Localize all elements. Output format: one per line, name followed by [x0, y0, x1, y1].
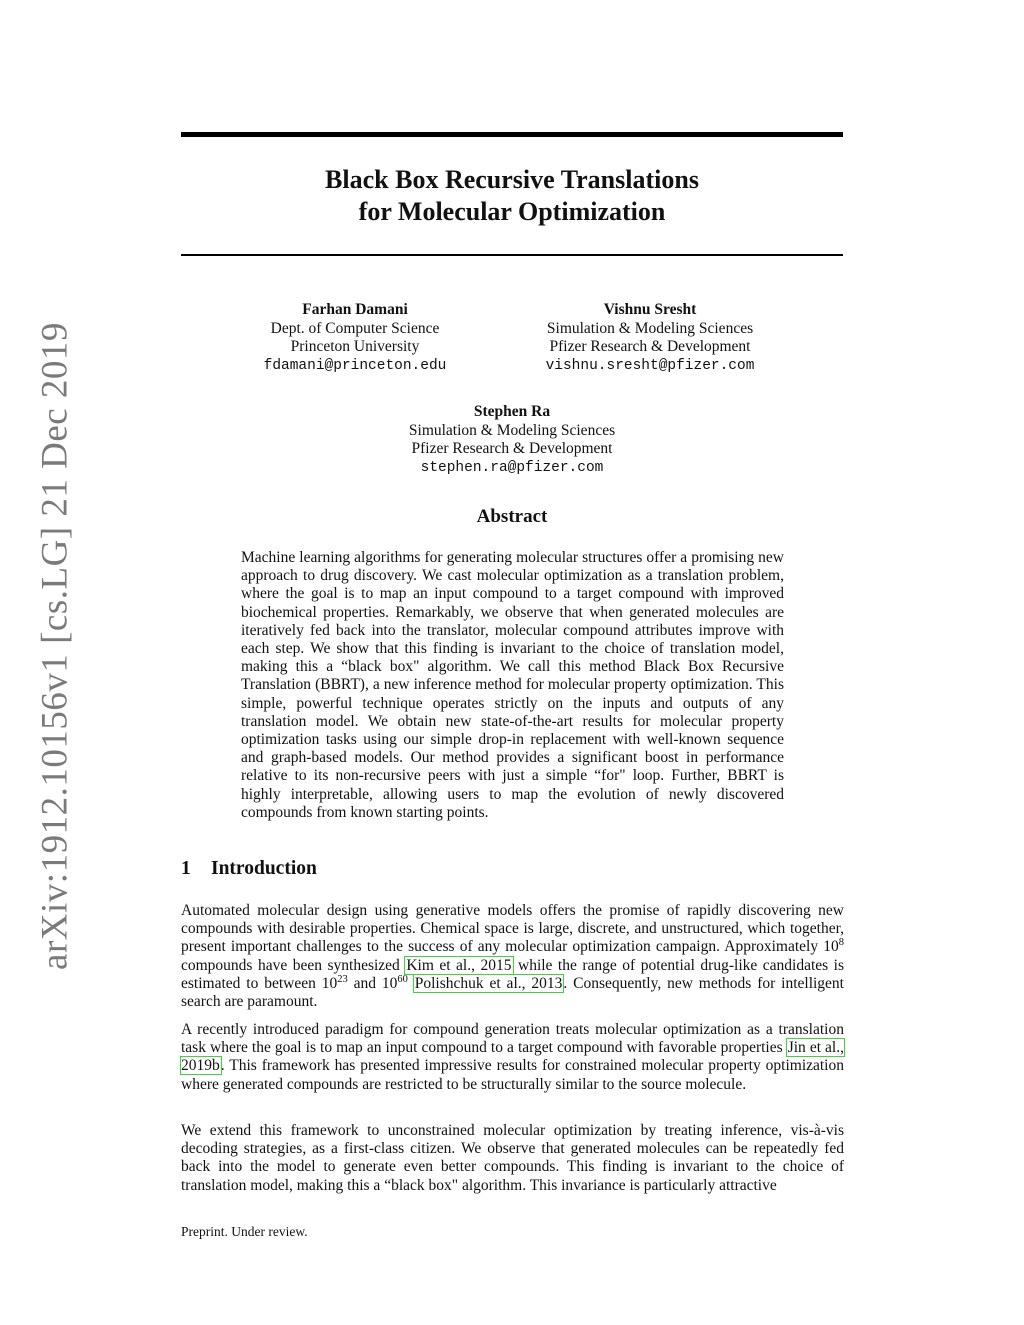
author-affiliation: Simulation & Modeling Sciences — [408, 421, 616, 439]
section-title: Introduction — [211, 858, 317, 879]
citation-link-jin-2019b[interactable]: Jin et al., 2019b — [181, 1039, 844, 1075]
text-run: . This framework has presented impressive results for constrained molecular property optimization where generated compounds are restricted to be structurally similar to the source molecule. — [181, 1057, 844, 1093]
text-run: compounds have been synthesized — [181, 956, 406, 974]
title-bottom-rule — [181, 254, 843, 256]
citation-link-polishchuk-2013[interactable]: Polishchuk et al., 2013 — [414, 974, 563, 992]
author-name: Vishnu Sresht — [603, 301, 697, 318]
intro-paragraph-1 — [181, 902, 844, 1011]
paper-title — [181, 164, 843, 228]
superscript: 60 — [397, 973, 408, 985]
text-run: . Consequently, new methods for intelligent search are paramount. — [181, 974, 844, 1011]
author-email: vishnu.sresht@pfizer.com — [545, 357, 755, 374]
citation-year: 2015 — [480, 956, 512, 974]
text-run: Automated molecular design using generative models offers the promise of rapidly discovering new compounds with desirable properties. Chemical space is large, discrete, and unstructured, which together, present important challenges to the success of any molecular optimization campaign. Approximately 10 — [181, 902, 844, 956]
author-block-1 — [205, 301, 505, 375]
author-block-2 — [500, 301, 800, 375]
intro-paragraph-2 — [181, 1021, 844, 1094]
title-line-2: for Molecular Optimization — [358, 197, 666, 226]
author-block-3 — [362, 403, 662, 477]
title-line-1: Black Box Recursive Translations — [325, 165, 699, 194]
citation-author: Kim et al. — [406, 956, 472, 974]
citation-link-kim-2015[interactable]: Kim et al., 2015 — [406, 956, 512, 974]
citation-year: 2019b — [181, 1057, 220, 1075]
text-run: A recently introduced paradigm for compound generation treats molecular optimization as a translation task where the goal is to map an input compound to a target compound with favorable properties — [181, 1021, 844, 1057]
text-run — [408, 975, 414, 992]
text-run: while the range of potential drug-like candidates is estimated to between 10 — [181, 956, 844, 992]
citation-author: Polishchuk et al. — [414, 974, 522, 992]
superscript: 8 — [838, 937, 844, 949]
text-run: We extend this framework to unconstrained molecular optimization by treating inference, vis-à-vis decoding strategies, as a first-class citizen. We observe that generated molecules can be repeatedly fed back into the model to generate even better compounds. This finding is invariant to the choice of translation model, making this a “black box" algorithm. This invariance is particularly attractive — [181, 1122, 844, 1194]
author-affiliation: Princeton University — [290, 338, 420, 355]
author-email: fdamani@princeton.edu — [263, 357, 447, 374]
title-top-rule — [181, 132, 843, 137]
citation-author: Jin et al. — [787, 1039, 841, 1057]
section-number: 1 — [181, 858, 191, 879]
abstract-heading: Abstract — [476, 506, 548, 527]
author-affiliation: Dept. of Computer Science — [270, 319, 440, 337]
intro-paragraph-3 — [181, 1122, 844, 1195]
author-name: Stephen Ra — [473, 403, 551, 420]
author-affiliation: Pfizer Research & Development — [549, 338, 751, 355]
author-name: Farhan Damani — [302, 301, 408, 318]
abstract-text: Machine learning algorithms for generating molecular structures offer a promising new approach to drug discovery. We cast molecular optimization as a translation problem, where the goal is to map an input compound to a target compound with improved biochemical properties. Remarkably, we observe that when generated molecules are iteratively fed back into the translator, molecular compound attributes improve with each step. We show that this finding is invariant to the choice of translation model, making this a “black box" algorithm. We call this method Black Box Recursive Translation (BBRT), a new inference method for molecular property optimization. This simple, powerful technique operates strictly on the inputs and outputs of any translation model. We obtain new state-of-the-art results for molecular property optimization tasks using our simple drop-in replacement with well-known sequence and graph-based models. Our method provides a significant boost in performance relative to its non-recursive peers with just a simple “for" loop. Further, BBRT is highly interpretable, allowing users to map the evolution of newly discovered compounds from known starting points. — [241, 549, 784, 821]
footer-note: Preprint. Under review. — [181, 1224, 308, 1239]
section-heading — [181, 858, 317, 880]
arxiv-stamp: arXiv:1912.10156v1 [cs.LG] 21 Dec 2019 — [34, 322, 76, 970]
author-affiliation: Pfizer Research & Development — [411, 440, 613, 457]
text-run: and 10 — [347, 974, 398, 992]
author-affiliation: Simulation & Modeling Sciences — [546, 319, 754, 337]
superscript: 23 — [337, 973, 348, 985]
citation-year: 2013 — [531, 974, 563, 992]
author-email: stephen.ra@pfizer.com — [420, 459, 604, 476]
